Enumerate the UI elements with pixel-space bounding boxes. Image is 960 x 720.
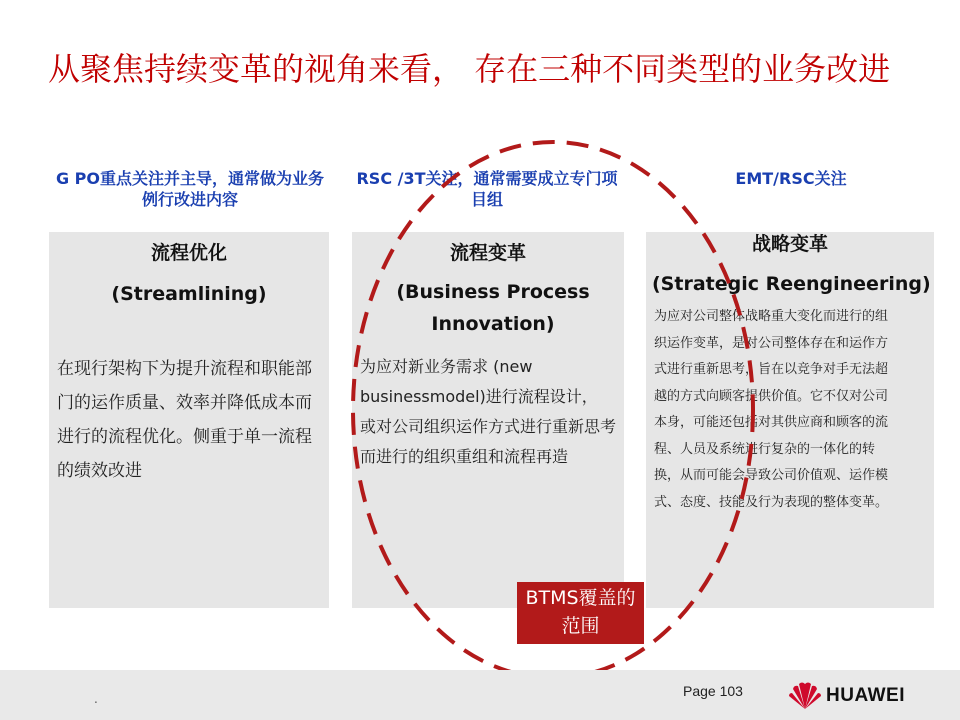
card-title-cn: 战略变革 xyxy=(751,233,828,255)
card-title-en: (Business Process Innovation) xyxy=(396,281,590,335)
page-number: Page 103 xyxy=(683,683,743,699)
card-description: 为应对公司整体战略重大变化而进行的组织运作变革，是对公司整体存在和运作方式进行重新思考，旨在以竞争对手无法超越的方式向顾客提供价值。它不仅对公司本身，可能还包括对其供应商和顾客的流程、人员及系统进行复杂的一体化的转换，从而可能会导致公司价值观、运作模式、态度、技能及行为表现的整体变革。 xyxy=(654,309,889,510)
card-title-en: (Strategic Reengineering) xyxy=(652,273,931,295)
page-title: 从聚焦持续变革的视角来看， 存在三种不同类型的业务改进 xyxy=(48,50,891,88)
column-header-strategic: EMT/RSC关注 xyxy=(735,169,847,188)
column-header-process-innovation: RSC /3T关注，通常需要成立专门项目组 xyxy=(356,169,618,209)
huawei-logo xyxy=(786,676,936,714)
card-title-cn: 流程变革 xyxy=(449,242,526,264)
footer-dot: . xyxy=(94,692,98,706)
huawei-brand-text: HUAWEI xyxy=(826,685,905,706)
card-title-en: (Streamlining) xyxy=(111,283,267,305)
card-description: 在现行架构下为提升流程和职能部门的运作质量、效率并降低成本而进行的流程优化。侧重于单一流程的绩效改进 xyxy=(57,359,312,481)
card-process-innovation xyxy=(352,232,624,608)
card-strategic xyxy=(646,232,934,608)
column-header-streamlining: G PO重点关注并主导，通常做为业务例行改进内容 xyxy=(55,169,325,209)
card-description: 为应对新业务需求 (new businessmodel)进行流程设计， 或对公司组织运作方式进行重新思考而进行的组织重组和流程再造 xyxy=(360,357,617,466)
card-streamlining xyxy=(49,232,329,608)
huawei-logo-icon xyxy=(786,676,824,714)
card-title-cn: 流程优化 xyxy=(150,242,227,264)
btms-scope-label: BTMS覆盖的范围 xyxy=(517,582,644,644)
